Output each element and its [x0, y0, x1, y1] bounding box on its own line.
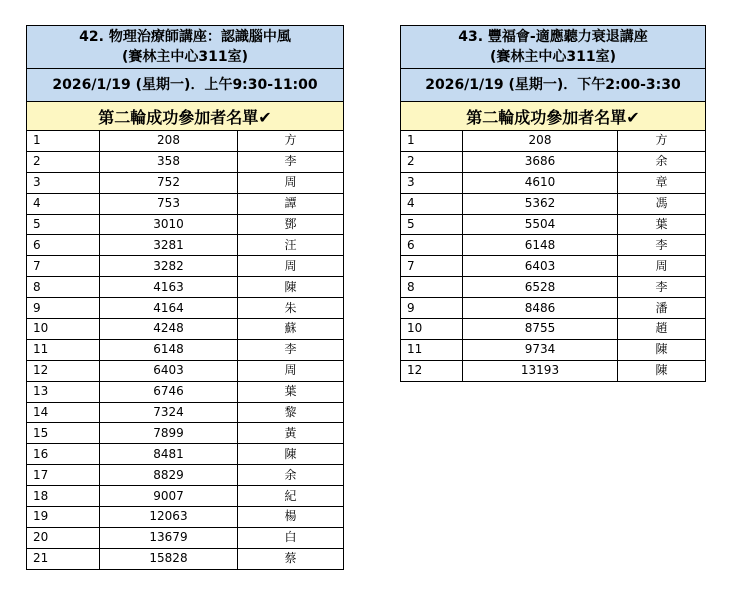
table-row	[401, 277, 706, 298]
participant-surname: 黃	[238, 423, 344, 444]
row-number: 18	[27, 486, 100, 507]
participant-number: 358	[100, 151, 238, 172]
participant-number: 7324	[100, 402, 238, 423]
table-row	[401, 214, 706, 235]
participant-number: 752	[100, 172, 238, 193]
participant-number: 8829	[100, 465, 238, 486]
participant-surname: 葉	[238, 381, 344, 402]
row-number: 13	[27, 381, 100, 402]
table-row	[27, 131, 344, 152]
left-title-line1: 42. 物理治療師講座：認識腦中風	[79, 29, 291, 45]
table-row	[27, 465, 344, 486]
row-number: 4	[401, 193, 463, 214]
row-number: 21	[27, 548, 100, 569]
participant-surname: 陳	[238, 277, 344, 298]
table-row	[27, 444, 344, 465]
table-row	[27, 381, 344, 402]
row-number: 2	[401, 151, 463, 172]
table-row	[27, 423, 344, 444]
participant-number: 6403	[100, 360, 238, 381]
participant-surname: 李	[238, 339, 344, 360]
participant-surname: 方	[238, 131, 344, 152]
row-number: 4	[27, 193, 100, 214]
participant-surname: 汪	[238, 235, 344, 256]
participant-number: 6148	[463, 235, 618, 256]
participant-surname: 紀	[238, 486, 344, 507]
left-attendee-table	[26, 25, 344, 570]
left-title-line2: (賽林主中心311室)	[121, 49, 249, 65]
participant-number: 3010	[100, 214, 238, 235]
table-row	[27, 277, 344, 298]
participant-number: 4163	[100, 277, 238, 298]
row-number: 8	[401, 277, 463, 298]
row-number: 7	[27, 256, 100, 277]
participant-number: 7899	[100, 423, 238, 444]
participant-number: 8481	[100, 444, 238, 465]
table-row	[401, 235, 706, 256]
participant-surname: 楊	[238, 507, 344, 528]
participant-surname: 蔡	[238, 548, 344, 569]
participant-surname: 周	[618, 256, 706, 277]
right-event-title	[401, 26, 706, 69]
participant-number: 8755	[463, 319, 618, 340]
right-table-body	[401, 26, 706, 382]
table-row	[27, 548, 344, 569]
participant-number: 5362	[463, 193, 618, 214]
row-number: 8	[27, 277, 100, 298]
row-number: 20	[27, 527, 100, 548]
participant-number: 6148	[100, 339, 238, 360]
participant-surname: 白	[238, 527, 344, 548]
participant-number: 208	[100, 131, 238, 152]
left-event-datetime: 2026/1/19 (星期一)．上午9:30-11:00	[27, 69, 344, 102]
table-row	[401, 339, 706, 360]
row-number: 5	[401, 214, 463, 235]
participant-surname: 陳	[618, 360, 706, 381]
table-row	[401, 172, 706, 193]
table-row	[401, 131, 706, 152]
participant-number: 4248	[100, 319, 238, 340]
right-title-line2: (賽林主中心311室)	[489, 49, 617, 65]
row-number: 3	[401, 172, 463, 193]
table-row	[27, 339, 344, 360]
participant-surname: 葉	[618, 214, 706, 235]
participant-number: 9007	[100, 486, 238, 507]
participant-surname: 余	[238, 465, 344, 486]
right-attendee-table	[400, 25, 706, 382]
participant-surname: 李	[618, 235, 706, 256]
participant-surname: 章	[618, 172, 706, 193]
participant-surname: 馮	[618, 193, 706, 214]
participant-number: 8486	[463, 298, 618, 319]
row-number: 1	[401, 131, 463, 152]
table-row	[401, 193, 706, 214]
participant-surname: 趙	[618, 319, 706, 340]
participant-surname: 黎	[238, 402, 344, 423]
row-number: 10	[27, 319, 100, 340]
table-row	[401, 151, 706, 172]
row-number: 1	[27, 131, 100, 152]
participant-number: 208	[463, 131, 618, 152]
row-number: 12	[401, 360, 463, 381]
table-row	[27, 360, 344, 381]
table-row	[401, 360, 706, 381]
participant-surname: 周	[238, 360, 344, 381]
table-row	[27, 319, 344, 340]
participant-number: 6528	[463, 277, 618, 298]
table-row	[27, 235, 344, 256]
row-number: 5	[27, 214, 100, 235]
table-row	[27, 193, 344, 214]
participant-surname: 方	[618, 131, 706, 152]
participant-number: 13679	[100, 527, 238, 548]
table-row	[27, 298, 344, 319]
table-row	[27, 402, 344, 423]
participant-number: 3686	[463, 151, 618, 172]
row-number: 10	[401, 319, 463, 340]
row-number: 19	[27, 507, 100, 528]
participant-surname: 朱	[238, 298, 344, 319]
participant-surname: 譚	[238, 193, 344, 214]
row-number: 11	[27, 339, 100, 360]
participant-surname: 余	[618, 151, 706, 172]
row-number: 11	[401, 339, 463, 360]
participant-number: 15828	[100, 548, 238, 569]
table-row	[401, 319, 706, 340]
table-row	[27, 527, 344, 548]
participant-surname: 陳	[238, 444, 344, 465]
right-event-datetime: 2026/1/19 (星期一)．下午2:00-3:30	[401, 69, 706, 102]
row-number: 9	[27, 298, 100, 319]
right-list-heading: 第二輪成功參加者名單✔	[401, 102, 706, 131]
left-event-title	[27, 26, 344, 69]
participant-number: 6403	[463, 256, 618, 277]
participant-surname: 李	[238, 151, 344, 172]
participant-number: 3281	[100, 235, 238, 256]
row-number: 9	[401, 298, 463, 319]
row-number: 17	[27, 465, 100, 486]
table-row	[27, 256, 344, 277]
table-row	[27, 151, 344, 172]
participant-surname: 潘	[618, 298, 706, 319]
participant-surname: 鄧	[238, 214, 344, 235]
participant-number: 4610	[463, 172, 618, 193]
table-row	[27, 214, 344, 235]
row-number: 16	[27, 444, 100, 465]
participant-surname: 李	[618, 277, 706, 298]
participant-surname: 陳	[618, 339, 706, 360]
row-number: 7	[401, 256, 463, 277]
row-number: 14	[27, 402, 100, 423]
participant-surname: 周	[238, 172, 344, 193]
participant-number: 4164	[100, 298, 238, 319]
row-number: 12	[27, 360, 100, 381]
left-list-heading: 第二輪成功參加者名單✔	[27, 102, 344, 131]
row-number: 6	[27, 235, 100, 256]
left-table-body	[27, 26, 344, 570]
row-number: 6	[401, 235, 463, 256]
table-row	[27, 507, 344, 528]
row-number: 2	[27, 151, 100, 172]
table-row	[401, 256, 706, 277]
right-title-line1: 43. 豐福會-適應聽力衰退講座	[458, 29, 648, 45]
participant-number: 3282	[100, 256, 238, 277]
row-number: 15	[27, 423, 100, 444]
participant-number: 12063	[100, 507, 238, 528]
participant-number: 9734	[463, 339, 618, 360]
participant-number: 5504	[463, 214, 618, 235]
table-row	[27, 486, 344, 507]
row-number: 3	[27, 172, 100, 193]
participant-number: 13193	[463, 360, 618, 381]
participant-number: 6746	[100, 381, 238, 402]
table-row	[401, 298, 706, 319]
table-row	[27, 172, 344, 193]
participant-surname: 周	[238, 256, 344, 277]
participant-number: 753	[100, 193, 238, 214]
participant-surname: 蘇	[238, 319, 344, 340]
